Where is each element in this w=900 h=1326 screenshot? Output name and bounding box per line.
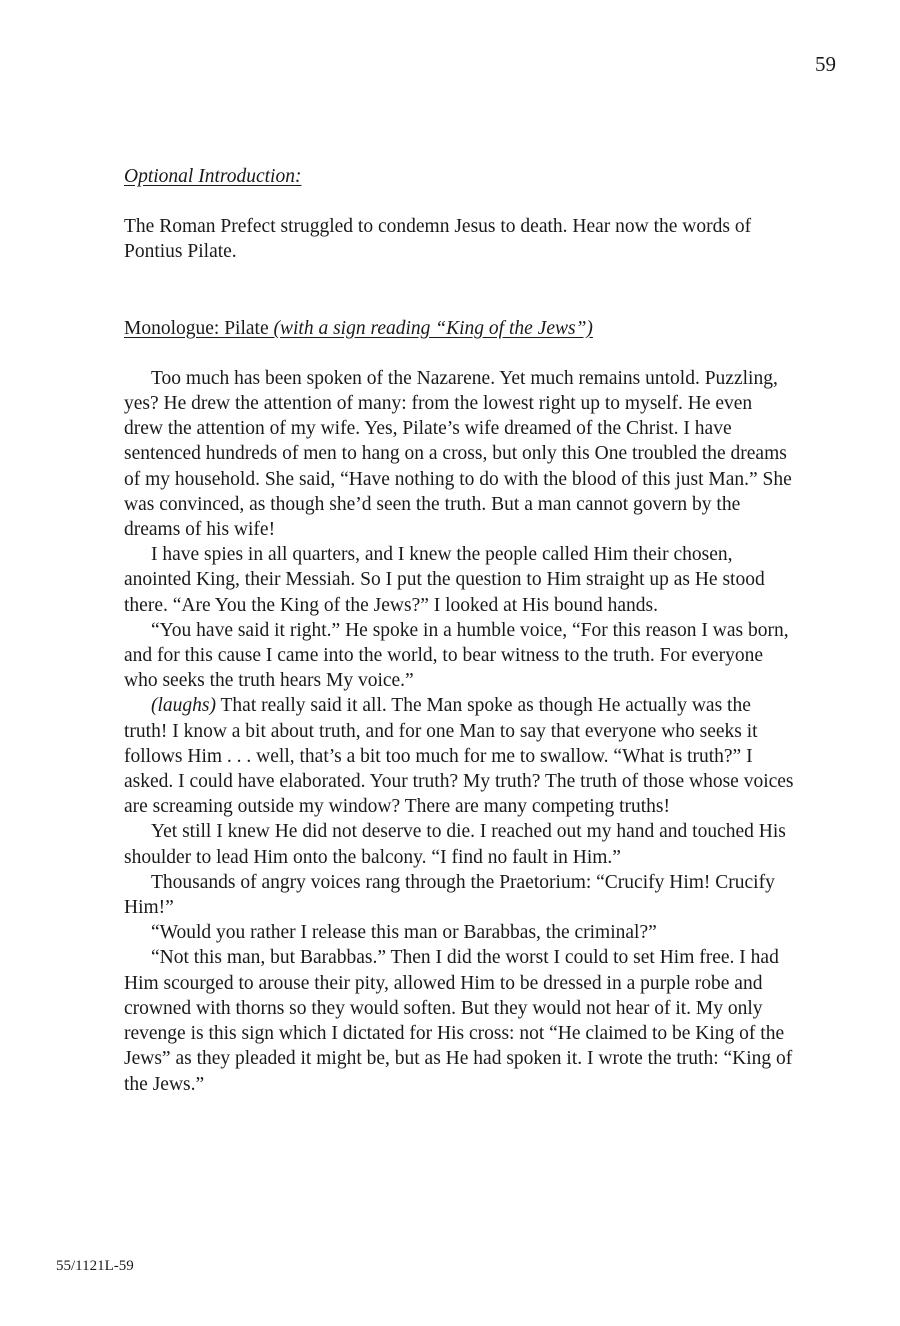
paragraph-text: I have spies in all quarters, and I knew the people called Him their chosen, anointed King, their Messiah. So I put the question to Him straight up as He stood there. “Are You the King of the Jews?” I looked at His bound hands. bbox=[124, 544, 765, 616]
page-number: 59 bbox=[815, 52, 836, 76]
optional-introduction-heading bbox=[124, 164, 796, 189]
paragraph-text: That really said it all. The Man spoke as though He actually was the truth! I know a bit about truth, and for one Man to say that everyone who seeks it follows Him . . . well, that’s a bit too much for me to swallow. “What is truth?” I asked. I could have elaborated. Your truth? My truth? The truth of those whose voices are screaming outside my window? There are many competing truths! bbox=[124, 695, 794, 818]
footer-catalog-code: 55/1121L-59 bbox=[56, 1258, 134, 1274]
paragraph-text: Too much has been spoken of the Nazarene. Yet much remains untold. Puzzling, yes? He drew the attention of many: from the lowest right up to myself. He even drew the attention of my wife. Yes, Pilate’s wife dreamed of the Christ. I have sentenced hundreds of men to hang on a cross, but only this One troubled the dreams of my household. She said, “Have nothing to do with the blood of this just Man.” She was convinced, as though she’d seen the truth. But a man cannot govern by the dreams of his wife! bbox=[124, 367, 792, 541]
page-content bbox=[124, 164, 796, 1097]
paragraph-text: Yet still I knew He did not deserve to die. I reached out my hand and touched His shoulder to lead Him onto the balcony. “I find no fault in Him.” bbox=[124, 821, 786, 868]
paragraph-text: “You have said it right.” He spoke in a humble voice, “For this reason I was born, and for this cause I came into the world, to bear witness to the truth. For everyone who seeks the truth hears My voice.” bbox=[124, 619, 789, 692]
paragraph-text: “Would you rather I release this man or Barabbas, the criminal?” bbox=[151, 922, 657, 944]
monologue-paragraph bbox=[124, 920, 796, 945]
monologue-heading bbox=[124, 316, 796, 341]
monologue-paragraph bbox=[124, 618, 796, 694]
stage-direction: (laughs) bbox=[151, 695, 216, 717]
monologue-paragraph bbox=[124, 819, 796, 869]
monologue-paragraph bbox=[124, 542, 796, 618]
paragraph-text: Thousands of angry voices rang through the Praetorium: “Crucify Him! Crucify Him!” bbox=[124, 871, 775, 919]
monologue-paragraph bbox=[124, 693, 796, 819]
monologue-paragraph bbox=[124, 366, 796, 542]
monologue-stage-direction: (with a sign reading “King of the Jews”) bbox=[273, 317, 593, 339]
paragraph-text: “Not this man, but Barabbas.” Then I did the worst I could to set Him free. I had Him scourged to arouse their pity, allowed Him to be dressed in a purple robe and crowned with thorns so they would soften. But they would not hear of it. My only revenge is this sign which I dictated for His cross: not “He claimed to be King of the Jews” as they pleaded it might be, but as He had spoken it. I wrote the truth: “King of the Jews.” bbox=[124, 947, 793, 1095]
monologue-body bbox=[124, 366, 796, 1097]
optional-introduction-label: Optional Introduction: bbox=[124, 166, 302, 187]
introduction-text: The Roman Prefect struggled to condemn Jesus to death. Hear now the words of Pontius Pilate. bbox=[124, 216, 752, 263]
monologue-paragraph bbox=[124, 945, 796, 1096]
monologue-paragraph bbox=[124, 870, 796, 920]
monologue-label: Monologue: Pilate bbox=[124, 317, 274, 339]
